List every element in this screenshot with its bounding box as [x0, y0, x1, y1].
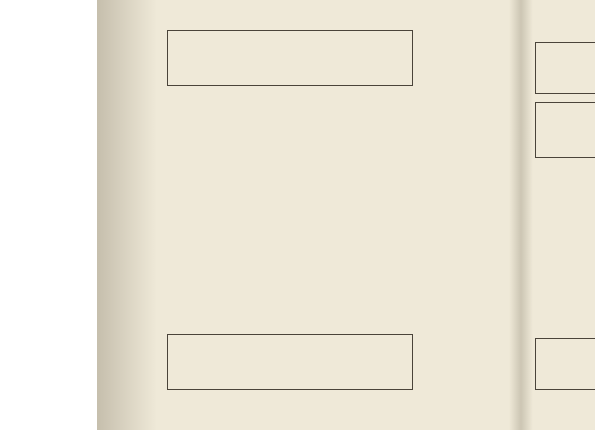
coin-plate-right-1	[535, 42, 595, 94]
book-scan	[97, 0, 595, 430]
page-edge-shadow	[97, 0, 157, 430]
coin-plate-top	[167, 30, 413, 86]
coin-plate-right-3	[535, 338, 595, 390]
coin-plate-right-2	[535, 102, 595, 158]
right-page	[533, 0, 595, 430]
left-page	[159, 0, 509, 430]
coin-plate-bottom	[167, 334, 413, 390]
book-gutter	[509, 0, 533, 430]
